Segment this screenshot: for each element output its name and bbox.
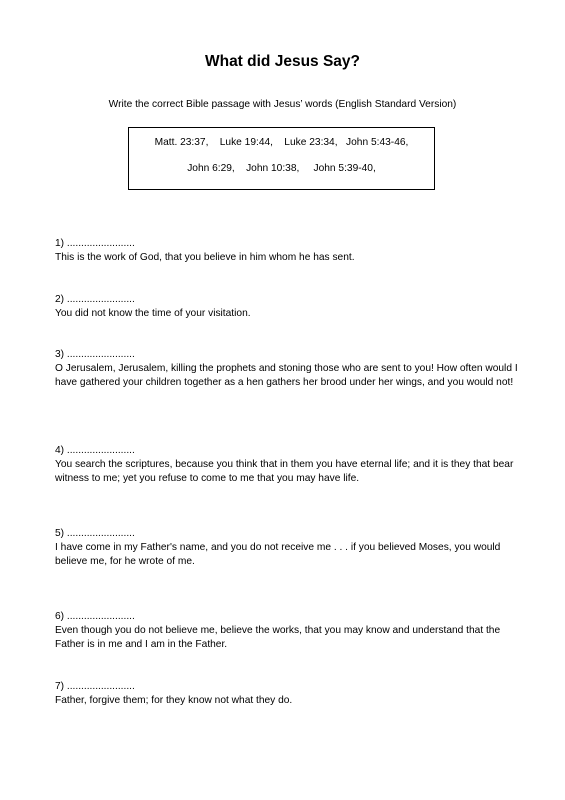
quote-text-5: I have come in my Father's name, and you do not receive me . . . if you believed Moses, you would believe me, for he wrote of me.: [55, 542, 501, 567]
answer-blank-3[interactable]: 3) ........................: [55, 349, 135, 360]
answer-blank-7[interactable]: 7) ........................: [55, 681, 135, 692]
answer-blank-1[interactable]: 1) ........................: [55, 238, 135, 249]
page-title: What did Jesus Say?: [204, 53, 361, 70]
reference-row-1: Matt. 23:37, Luke 19:44, Luke 23:34, John 5:43-46,: [154, 137, 409, 148]
quote-text-6: Even though you do not believe me, believe the works, that you may know and understand that the Father is in me and I am in the Father.: [55, 625, 501, 650]
question-7: [55, 680, 525, 708]
question-1: [55, 237, 525, 265]
question-2: [55, 293, 525, 321]
quote-text-1: This is the work of God, that you believe in him whom he has sent.: [55, 252, 355, 263]
reference-box: [128, 127, 435, 190]
answer-blank-6[interactable]: 6) ........................: [55, 611, 135, 622]
answer-blank-4[interactable]: 4) ........................: [55, 445, 135, 456]
question-5: [55, 527, 525, 569]
question-4: [55, 444, 525, 486]
quote-text-4: You search the scriptures, because you think that in them you have eternal life; and it is they that bear witness to me; yet you refuse to come to me that you may have life.: [55, 459, 514, 484]
quote-text-3: O Jerusalem, Jerusalem, killing the prophets and stoning those who are sent to you! How often would I have gathered your children together as a hen gathers her brood under her wings, and you would not!: [55, 363, 518, 388]
reference-row-2: John 6:29, John 10:38, John 5:39-40,: [187, 163, 376, 174]
quote-text-7: Father, forgive them; for they know not what they do.: [55, 695, 293, 706]
answer-blank-2[interactable]: 2) ........................: [55, 294, 135, 305]
question-6: [55, 610, 525, 652]
quote-text-2: You did not know the time of your visitation.: [55, 308, 251, 319]
question-3: [55, 348, 525, 390]
answer-blank-5[interactable]: 5) ........................: [55, 528, 135, 539]
instructions: Write the correct Bible passage with Jesus’ words (English Standard Version): [108, 99, 457, 110]
